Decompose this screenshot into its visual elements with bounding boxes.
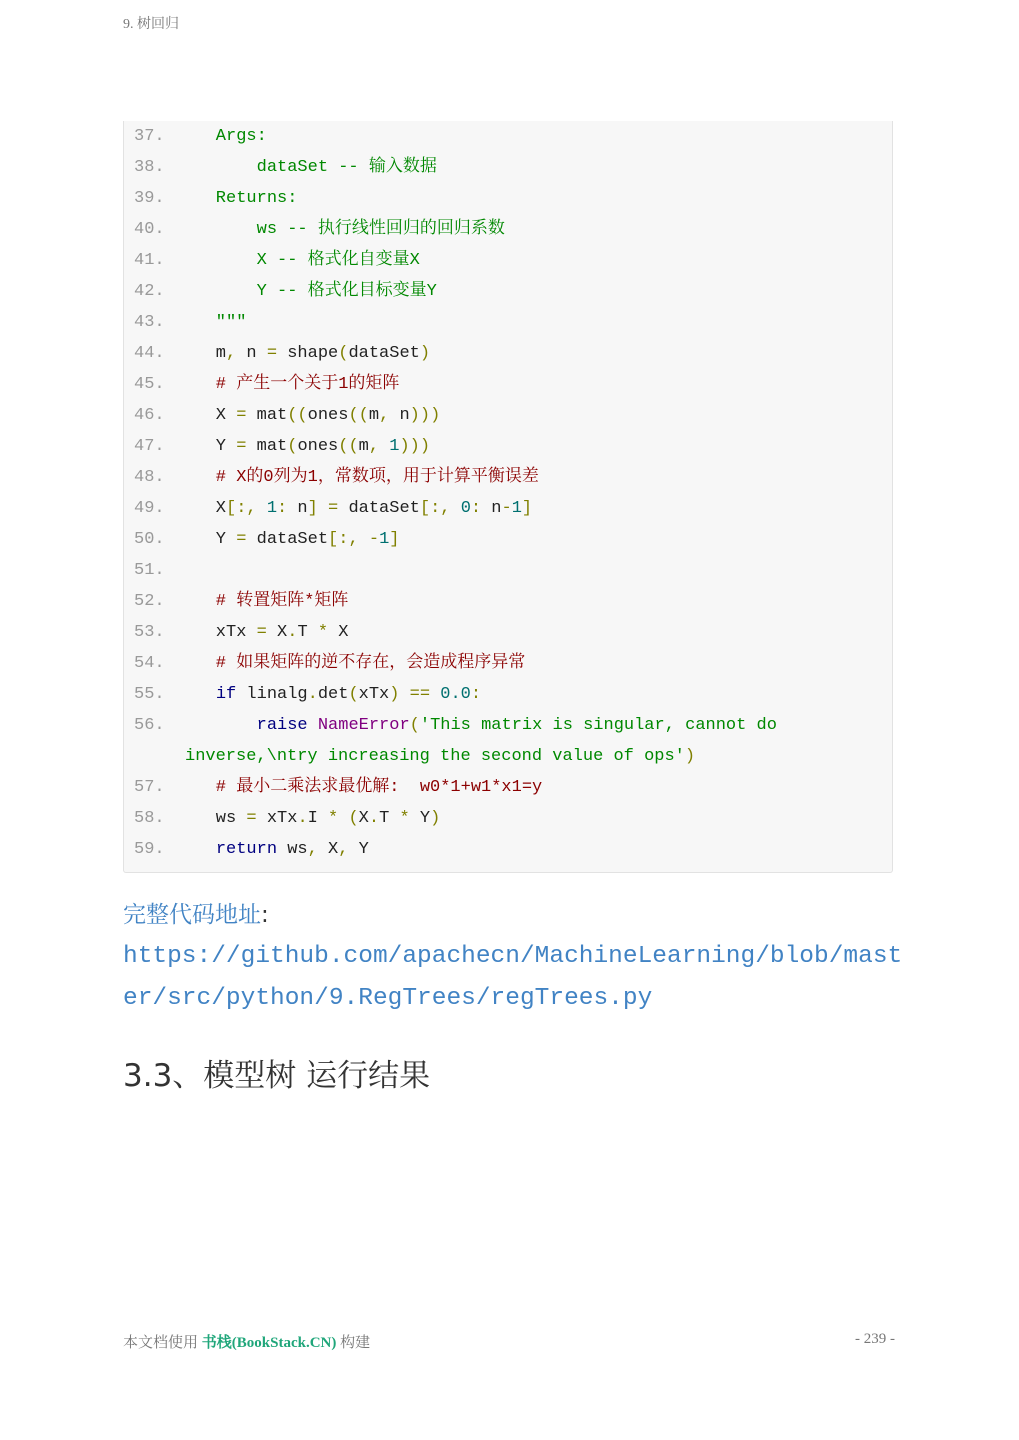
code-token	[175, 685, 216, 704]
code-token: ones	[307, 406, 349, 425]
footer-credit	[123, 1331, 370, 1352]
code-line	[134, 524, 892, 555]
line-number: 50.	[134, 530, 165, 549]
line-number: 59.	[134, 840, 165, 859]
code-token: T	[297, 623, 318, 642]
code-token: m	[175, 344, 227, 363]
code-token	[450, 499, 460, 518]
code-token: ]	[307, 499, 318, 518]
code-token: 1	[389, 437, 400, 456]
code-line	[134, 338, 892, 369]
code-line	[134, 710, 892, 741]
code-token	[399, 685, 409, 704]
code-token: 'This matrix is singular, cannot do	[419, 716, 777, 735]
code-token: )	[419, 344, 431, 363]
code-token: (	[287, 437, 298, 456]
code-token: (	[348, 685, 359, 704]
code-line	[134, 214, 892, 245]
running-header: 9. 树回归	[123, 17, 179, 32]
line-number: 53.	[134, 623, 165, 642]
code-token: dataSet -- 输入数据	[175, 158, 437, 177]
code-token: Y	[348, 840, 369, 859]
code-line	[134, 183, 892, 214]
code-token: # X的0列为1，常数项，用于计算平衡误差	[175, 468, 539, 487]
code-token: I	[307, 809, 329, 828]
footer-suffix: 构建	[336, 1335, 371, 1351]
code-token: # 如果矩阵的逆不存在，会造成程序异常	[175, 654, 526, 673]
code-token: X -- 格式化自变量X	[175, 251, 420, 270]
code-token: dataSet	[246, 530, 329, 549]
code-token: .	[368, 809, 380, 828]
code-token: if	[215, 685, 237, 704]
code-token: # 产生一个关于1的矩阵	[175, 375, 400, 394]
code-token: n	[236, 344, 267, 363]
code-token: dataSet	[338, 499, 420, 518]
code-token: T	[379, 809, 400, 828]
source-code-link[interactable]: https://github.com/apachecn/MachineLearning/blob/master/src/python/9.RegTrees/regTrees.py	[123, 943, 903, 1012]
code-token	[175, 716, 257, 735]
code-token: 0.0	[440, 685, 471, 704]
code-token: ]	[521, 499, 533, 518]
code-token: Args:	[175, 127, 267, 146]
code-token: m	[368, 406, 380, 425]
code-token	[379, 437, 389, 456]
code-token	[257, 499, 267, 518]
code-token	[430, 685, 440, 704]
code-token	[175, 840, 216, 859]
code-token: =	[236, 437, 247, 456]
code-token: n	[287, 499, 308, 518]
code-token: X	[175, 499, 227, 518]
code-token: X	[266, 623, 288, 642]
line-number: 58.	[134, 809, 165, 828]
code-token: ws	[277, 840, 308, 859]
code-token: :	[277, 499, 288, 518]
page-number: - 239 -	[855, 1331, 895, 1347]
code-token: ==	[409, 685, 431, 704]
code-token: ws	[175, 809, 247, 828]
code-line	[134, 307, 892, 338]
code-token: :	[470, 685, 482, 704]
code-token: ones	[297, 437, 339, 456]
code-token: Y	[409, 809, 431, 828]
code-token: ,	[307, 840, 318, 859]
code-token: *	[328, 809, 339, 828]
code-token: dataSet	[348, 344, 420, 363]
code-token: =	[266, 344, 278, 363]
code-token: =	[236, 406, 247, 425]
code-token: )))	[409, 406, 441, 425]
line-number: 55.	[134, 685, 165, 704]
code-line	[134, 648, 892, 679]
code-token: .	[297, 809, 308, 828]
code-token: )	[684, 747, 696, 766]
code-token: m	[358, 437, 369, 456]
code-token: # 转置矩阵*矩阵	[175, 592, 349, 611]
code-token	[338, 809, 348, 828]
code-token: [:,	[328, 530, 359, 549]
line-number: 43.	[134, 313, 165, 332]
code-line	[134, 400, 892, 431]
line-number: 48.	[134, 468, 165, 487]
code-line	[134, 462, 892, 493]
code-token: det	[317, 685, 349, 704]
code-token: ws -- 执行线性回归的回归系数	[175, 220, 505, 239]
code-token: 1	[266, 499, 278, 518]
code-line	[134, 369, 892, 400]
code-block	[123, 121, 893, 873]
code-line	[134, 276, 892, 307]
code-line	[134, 555, 892, 586]
code-token: Returns:	[175, 189, 298, 208]
code-token: 1	[379, 530, 390, 549]
code-token: ((	[338, 437, 359, 456]
code-token: mat	[246, 437, 288, 456]
code-token: ,	[226, 344, 237, 363]
code-token: =	[328, 499, 339, 518]
code-token: linalg	[236, 685, 308, 704]
line-number: 52.	[134, 592, 165, 611]
code-line	[134, 803, 892, 834]
code-token: mat	[246, 406, 288, 425]
code-token: [:,	[419, 499, 451, 518]
code-token: )	[430, 809, 441, 828]
code-token: ,	[379, 406, 390, 425]
line-number: 41.	[134, 251, 165, 270]
code-token: xTx	[358, 685, 390, 704]
code-token: X	[317, 840, 339, 859]
code-token: (	[338, 344, 349, 363]
code-line	[134, 617, 892, 648]
code-token: xTx	[175, 623, 257, 642]
line-number: 38.	[134, 158, 165, 177]
code-token: -	[501, 499, 512, 518]
line-number: 47.	[134, 437, 165, 456]
section-heading: 3.3、模型树 运行结果	[123, 1058, 431, 1094]
code-token: n	[389, 406, 410, 425]
line-number: 56.	[134, 716, 165, 735]
full-code-label-colon: :	[261, 902, 269, 928]
footer-brand-link[interactable]: 书栈(BookStack.CN)	[201, 1335, 337, 1351]
line-number: 44.	[134, 344, 165, 363]
code-token: return	[215, 840, 278, 859]
code-token: NameError	[317, 716, 410, 735]
code-token: =	[256, 623, 267, 642]
code-token: # 最小二乘法求最优解: w0*1+w1*x1=y	[175, 778, 543, 797]
code-token: ,	[338, 840, 349, 859]
line-number: 39.	[134, 189, 165, 208]
code-token: *	[317, 623, 329, 642]
code-token: inverse,\ntry increasing the second value of ops'	[185, 747, 685, 766]
code-line	[134, 834, 892, 865]
line-number: 45.	[134, 375, 165, 394]
line-number: 54.	[134, 654, 165, 673]
line-number: 40.	[134, 220, 165, 239]
code-token: (	[409, 716, 420, 735]
code-token: ((	[348, 406, 369, 425]
full-code-label-text: 完整代码地址	[123, 902, 261, 928]
code-token	[308, 716, 318, 735]
code-token	[318, 499, 328, 518]
code-token: X	[358, 809, 369, 828]
code-token: Y -- 格式化目标变量Y	[175, 282, 437, 301]
line-number: 51.	[134, 561, 165, 580]
code-token: (	[348, 809, 359, 828]
code-token: X	[328, 623, 349, 642]
code-line	[134, 679, 892, 710]
code-token: ((	[287, 406, 308, 425]
code-token: ,	[368, 437, 380, 456]
full-code-label	[123, 896, 269, 929]
code-token: Y	[175, 437, 237, 456]
code-token	[359, 530, 369, 549]
code-token: raise	[256, 716, 308, 735]
code-token: ]	[389, 530, 400, 549]
code-token: )	[389, 685, 400, 704]
code-line	[134, 772, 892, 803]
code-token: [:,	[226, 499, 257, 518]
code-token: n	[481, 499, 502, 518]
code-token: Y	[175, 530, 237, 549]
code-token: .	[287, 623, 298, 642]
line-number: 46.	[134, 406, 165, 425]
line-number: 49.	[134, 499, 165, 518]
code-token: .	[307, 685, 318, 704]
code-token: xTx	[256, 809, 298, 828]
code-token: shape	[277, 344, 339, 363]
code-line	[134, 245, 892, 276]
code-line	[134, 493, 892, 524]
code-line	[134, 586, 892, 617]
line-number: 37.	[134, 127, 165, 146]
code-token: -	[368, 530, 380, 549]
code-token: *	[399, 809, 410, 828]
code-token: )))	[399, 437, 431, 456]
code-token: 0	[460, 499, 471, 518]
code-token: 1	[511, 499, 522, 518]
code-token: =	[236, 530, 247, 549]
code-token: """	[175, 313, 247, 332]
code-line	[134, 431, 892, 462]
code-line	[134, 152, 892, 183]
line-number: 42.	[134, 282, 165, 301]
code-token: =	[246, 809, 257, 828]
code-line	[134, 121, 892, 152]
code-line-continuation	[185, 741, 695, 772]
footer-prefix: 本文档使用	[123, 1335, 202, 1351]
code-token: X	[175, 406, 237, 425]
code-token: :	[470, 499, 482, 518]
line-number: 57.	[134, 778, 165, 797]
